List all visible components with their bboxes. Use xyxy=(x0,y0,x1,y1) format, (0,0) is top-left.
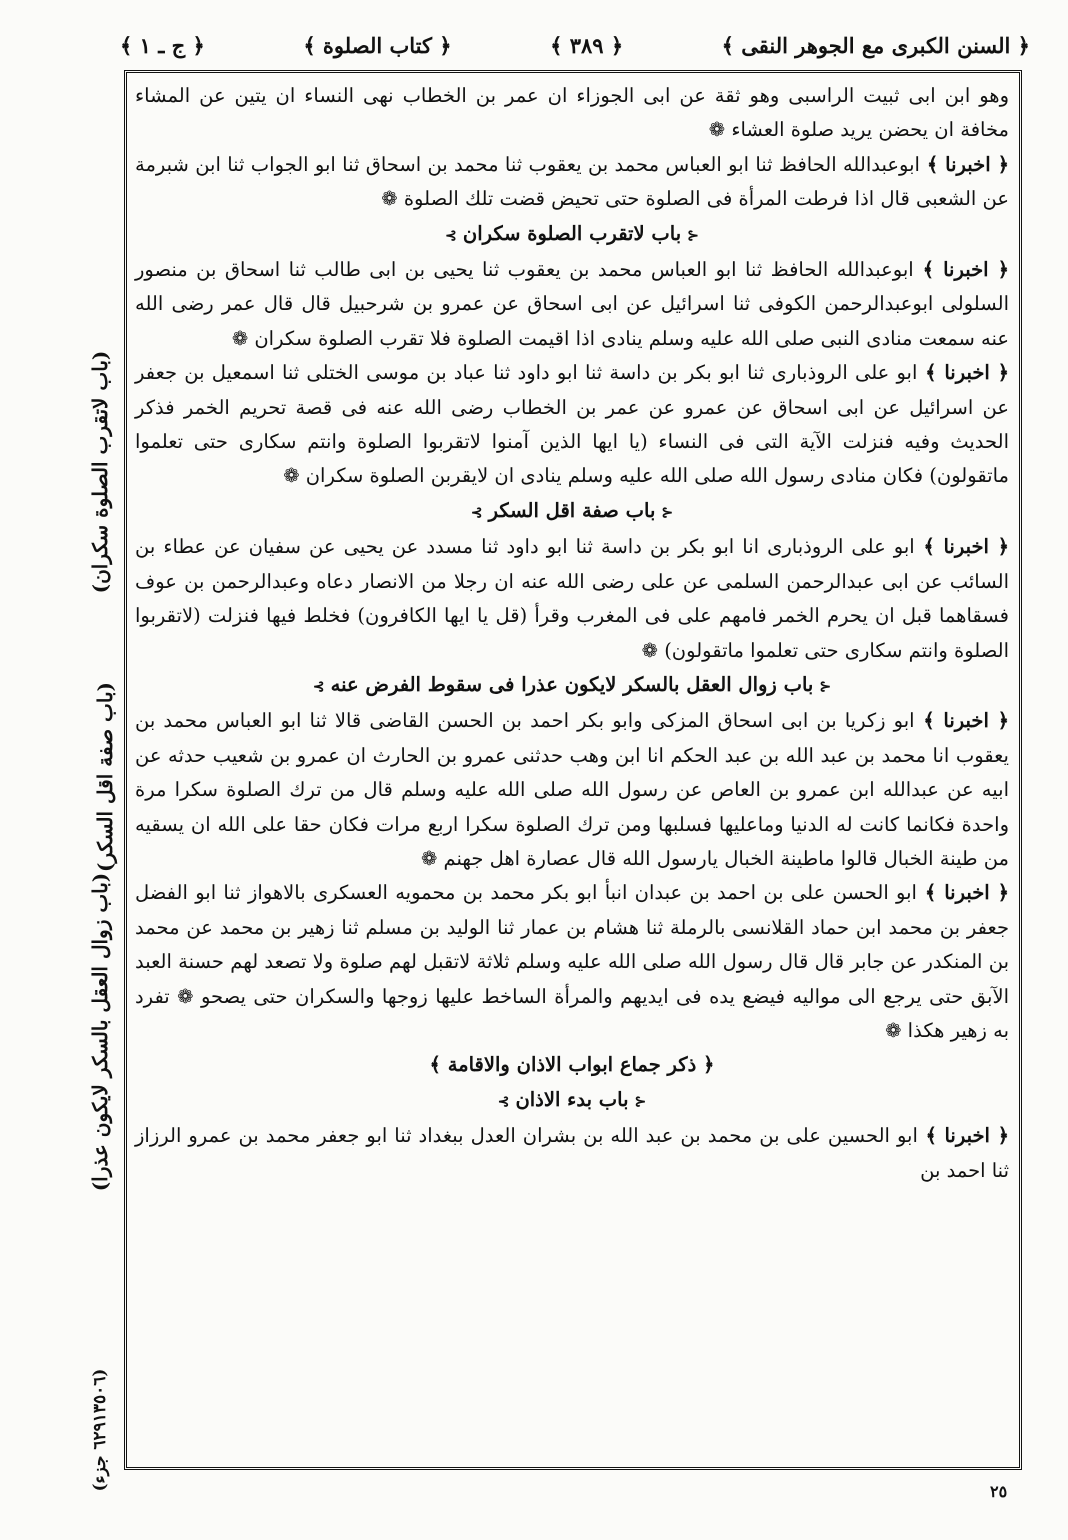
akhbarana-marker: ﴿ اخبرنا ﴾ xyxy=(917,1124,1009,1148)
akhbarana-marker: ﴿ اخبرنا ﴾ xyxy=(914,535,1010,559)
hadith-paragraph xyxy=(135,253,1009,356)
ornament-icon: ⊱ xyxy=(312,678,325,695)
hadith-paragraph xyxy=(135,876,1009,1048)
hadith-paragraph xyxy=(135,148,1009,217)
ornament-icon: ⊱ xyxy=(497,1093,510,1110)
chapter-title: باب زوال العقل بالسكر لايكون عذرا فى سقوط الفرض عنه xyxy=(330,672,814,696)
margin-note: (باب زوال العقل بالسكر لايكون عذرا) xyxy=(88,872,112,1192)
margin-note: (باب صفة اقل السكر) xyxy=(93,682,117,872)
text-frame xyxy=(124,70,1022,1470)
paragraph-text: ابو على الروذبارى انا ابو بكر بن داسة ثنا ابو داود ثنا مسدد عن يحيى عن سفيان عن عطاء بن السائب عن ابى عبدالرحمن السلمى عن على رضى الله عنه ان رجلا من الانصار دعاه وعبدالرحمن بن عوف فسقاهما قبل ان يحرم الخمر فامهم على فى المغرب وقرأ (قل يا ايها الكافرون) فخلط فيها فنزلت (لاتقربوا الصلوة وانتم سكارى حتى تعلموا ماتقولون) ❁ xyxy=(135,535,1009,662)
ornament-icon: ⊰ xyxy=(687,227,699,244)
chapter-heading xyxy=(135,1083,1009,1119)
chapter-heading xyxy=(135,217,1009,253)
ornament-icon: ⊱ xyxy=(470,504,483,521)
akhbarana-marker: ﴿ اخبرنا ﴾ xyxy=(913,258,1009,282)
chapter-title: باب لاتقرب الصلوة سكران xyxy=(462,221,682,245)
paragraph-text: ابو على الروذبارى ثنا ابو بكر بن داسة ثنا ابو داود ثنا عباد بن موسى الختلى ثنا اسمعيل بن جعفر عن اسرائيل عن ابى اسحاق عن عمرو عن عمر بن الخطاب رضى الله عنه فى قصة تحريم الخمر فذكر الحديث وفيه فنزلت الآية التى فى النساء (يا ايها الذين آمنوا لاتقربوا الصلوة وانتم سكارى حتى تعلموا ماتقولون) فكان منادى رسول الله صلى الله عليه وسلم ينادى ان لايقربن الصلوة سكران ❁ xyxy=(135,361,1009,488)
page-header xyxy=(120,24,1030,66)
akhbarana-marker: ﴿ اخبرنا ﴾ xyxy=(916,881,1010,905)
paragraph-text: ابو زكريا بن ابى اسحاق المزكى وابو بكر احمد بن الحسن القاضى قالا ثنا ابو العباس محمد بن يعقوب انا محمد بن عبد الله بن عبد الحكم انا ابن وهب حدثنى عمرو بن الحارث ان عمرو بن شعيب حدثه عن ابيه عن عبدالله ابن عمرو بن العاص عن رسول الله صلى الله عليه وسلم قال من ترك الصلوة سكرا مرة واحدة فكانما كانت له الدنيا وماعليها فسلبها ومن ترك الصلوة سكرا اربع مرات فكان حقا على الله ان يسقيه من طينة الخبال قالوا ماطينة الخبال يارسول الله قال عصارة اهل جهنم ❁ xyxy=(135,709,1009,870)
chapter-heading xyxy=(135,494,1009,530)
akhbarana-marker: ﴿ اخبرنا ﴾ xyxy=(917,361,1009,385)
section-title: ﴿ كتاب الصلوة ﴾ xyxy=(303,32,452,58)
chapter-heading xyxy=(135,1048,1009,1082)
volume-label: ﴿ ج ـ ١ ﴾ xyxy=(120,32,205,58)
ornament-icon: ⊱ xyxy=(445,227,457,244)
akhbarana-marker: ﴿ اخبرنا ﴾ xyxy=(919,152,1009,176)
ornament-icon: ⊰ xyxy=(634,1093,647,1110)
page-label: ﴿ ٣٨٩ ﴾ xyxy=(550,32,624,58)
body-text xyxy=(135,79,1009,1188)
paragraph-text: وهو ابن ابى ثبيت الراسبى وهو ثقة عن ابى الجوزاء ان عمر بن الخطاب نهى النساء ان يتين عن المشاء مخافة ان يحضن يريد صلوة العشاء ❁ xyxy=(135,84,1009,142)
paragraph-text: ابوعبدالله الحافظ ثنا ابو العباس محمد بن يعقوب ثنا محمد بن اسحاق ثنا ابو الجواب ثنا ابن شبرمة عن الشعبى قال اذا فرطت المرأة فى الصلوة حتى تحيض قضت تلك الصلوة ❁ xyxy=(135,152,1009,211)
chapter-title: باب بدء الاذان xyxy=(515,1087,629,1111)
ornament-icon: ⊰ xyxy=(819,678,832,695)
akhbarana-marker: ﴿ اخبرنا ﴾ xyxy=(914,709,1009,733)
chapter-title: باب صفة اقل السكر xyxy=(488,498,656,522)
margin-note: (باب لاتقرب الصلوة سكران) xyxy=(88,350,112,594)
hadith-paragraph xyxy=(135,79,1009,148)
book-title: ﴿ السنن الكبرى مع الجوهر النقى ﴾ xyxy=(721,32,1030,58)
chapter-title: ﴿ ذكر جماع ابواب الاذان والاقامة ﴾ xyxy=(429,1053,715,1077)
ornament-icon: ⊰ xyxy=(661,504,674,521)
paragraph-text: ابو الحسن على بن احمد بن عبدان انبأ ابو بكر محمد بن محمويه العسكرى بالاهواز ثنا ابو الفضل جعفر بن محمد ابن حماد القلانسى بالرملة ثنا هشام بن عمار ثنا الوليد بن مسلم ثنا زهير بن محمد عن محمد بن المنكدر عن جابر قال قال رسول الله صلى الله عليه وسلم ثلاثة لاتقبل لهم صلوة ولا تصعد لهم حسنة العبد الآبق حتى يرجع الى مواليه فيضع يده فى ايديهم والمرأة الساخط عليها زوجها والسكران حتى يصحو ❁ تفرد به زهير هكذا ❁ xyxy=(135,881,1009,1042)
hadith-paragraph xyxy=(135,1119,1009,1188)
hadith-paragraph xyxy=(135,704,1009,876)
hadith-paragraph xyxy=(135,530,1009,668)
hadith-paragraph xyxy=(135,356,1009,494)
margin-note: (٦٢٩١٣٥٠٦ جزء) xyxy=(90,1368,110,1492)
page-number: ٢٥ xyxy=(990,1482,1008,1501)
chapter-heading xyxy=(135,668,1009,704)
paragraph-text: ابو الحسين على بن محمد بن عبد الله بن بشران العدل ببغداد ثنا ابو جعفر محمد بن عمرو الرزاز ثنا احمد بن xyxy=(135,1124,1009,1182)
paragraph-text: ابوعبدالله الحافظ ثنا ابو العباس محمد بن يعقوب ثنا يحيى بن ابى طالب ثنا اسحاق بن منصور السلولى ابوعبدالرحمن الكوفى ثنا اسرائيل عن ابى اسحاق عن عمرو بن شرحبيل قال قال عمر رضى الله عنه سمعت منادى النبى صلى الله عليه وسلم ينادى اذا اقيمت الصلوة فلا تقرب الصلوة سكران ❁ xyxy=(135,258,1009,350)
